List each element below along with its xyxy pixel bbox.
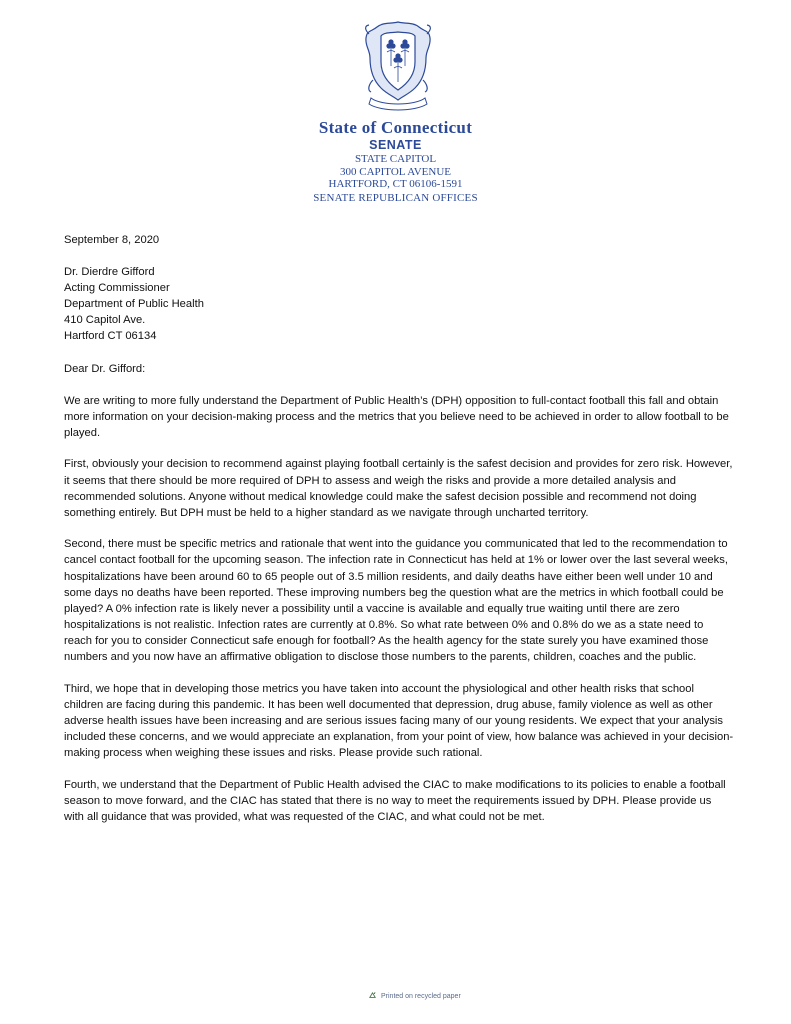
recipient-address	[64, 264, 734, 344]
letterhead-address-line2: 300 CAPITOL AVENUE	[339, 165, 452, 178]
recipient-name: Dr. Dierdre Gifford	[64, 266, 155, 279]
paragraph-first: First, obviously your decision to recommend against playing football certainly is the safest decision and provides for zero risk. However, it seems that there should be more required of DPH to assess and weigh the risks and provide a more detailed analysis and recommended solutions. Anyone without medical knowledge could make the safest decision possible and recommend not doing something entirely. But DPH must be held to a higher standard as we navigate through uncharted territory.	[64, 458, 733, 519]
letterhead-chamber: SENATE	[369, 138, 422, 152]
recipient-city: Hartford CT 06134	[64, 330, 157, 343]
paragraph-third: Third, we hope that in developing those metrics you have taken into account the physiological and other health risks that school children are facing during this pandemic. It has been well documented that depression, drug abuse, family violence as well as other adverse health issues have been increasing and are serious issues facing many of our young residents. We expect that your analysis included these concerns, and we would appreciate an explanation, from your point of view, how balance was achieved in your decision-making process when weighing these issues and risks. Please provide such rational.	[64, 682, 734, 759]
connecticut-seal-icon	[361, 20, 435, 114]
letterhead-office: SENATE REPUBLICAN OFFICES	[313, 191, 478, 204]
paragraph-intro: We are writing to more fully understand the Department of Public Health’s (DPH) opposition to full-contact football this fall and obtain more information on your decision-making process and the metrics that you believe need to be achieved in order to allow football to be played.	[64, 394, 729, 439]
recipient-street: 410 Capitol Ave.	[64, 314, 146, 327]
recipient-title: Acting Commissioner	[64, 282, 170, 295]
recycled-paper-footer	[368, 992, 461, 1001]
recycled-paper-text: Printed on recycled paper	[381, 993, 461, 1000]
paragraph-fourth: Fourth, we understand that the Department of Public Health advised the CIAC to make modifications to its policies to enable a football season to move forward, and the CIAC has stated that there is no way to meet the requirements issued by DPH. Please provide us with all guidance that was provided, what was requested of the CIAC, and what could not be met.	[64, 778, 726, 823]
letterhead-state: State of Connecticut	[318, 118, 473, 137]
salutation: Dear Dr. Gifford:	[64, 362, 146, 375]
letterhead-address-line1: STATE CAPITOL	[354, 153, 437, 165]
letterhead	[200, 118, 591, 205]
letter-date: September 8, 2020	[64, 234, 160, 246]
recipient-department: Department of Public Health	[64, 298, 204, 311]
recycle-icon	[368, 992, 377, 1001]
letter-body	[64, 232, 734, 840]
paragraph-second: Second, there must be specific metrics and rationale that went into the guidance you communicated that led to the recommendation to cancel contact football for the upcoming season. The infection rate in Connecticut has held at 1% or lower over the last several weeks, hospitalizations have been around 60 to 65 people out of 3.5 million residents, and daily deaths have either been well under 10 and some days no deaths have been reported. These improving numbers beg the question what are the metrics in which football could be played? A 0% infection rate is likely never a possibility until a vaccine is available and equally true waiting until there are zero hospitalizations is not realistic. Infection rates are currently at 0.8%. So what rate between 0% and 0.8% do we as a state need to reach for you to consider Connecticut safe enough for football? As the health agency for the state surely you have examined those numbers and you now have an affirmative obligation to disclose those numbers to the parents, children, coaches and the public.	[64, 538, 728, 663]
letterhead-address-line3: HARTFORD, CT 06106-1591	[328, 178, 463, 190]
